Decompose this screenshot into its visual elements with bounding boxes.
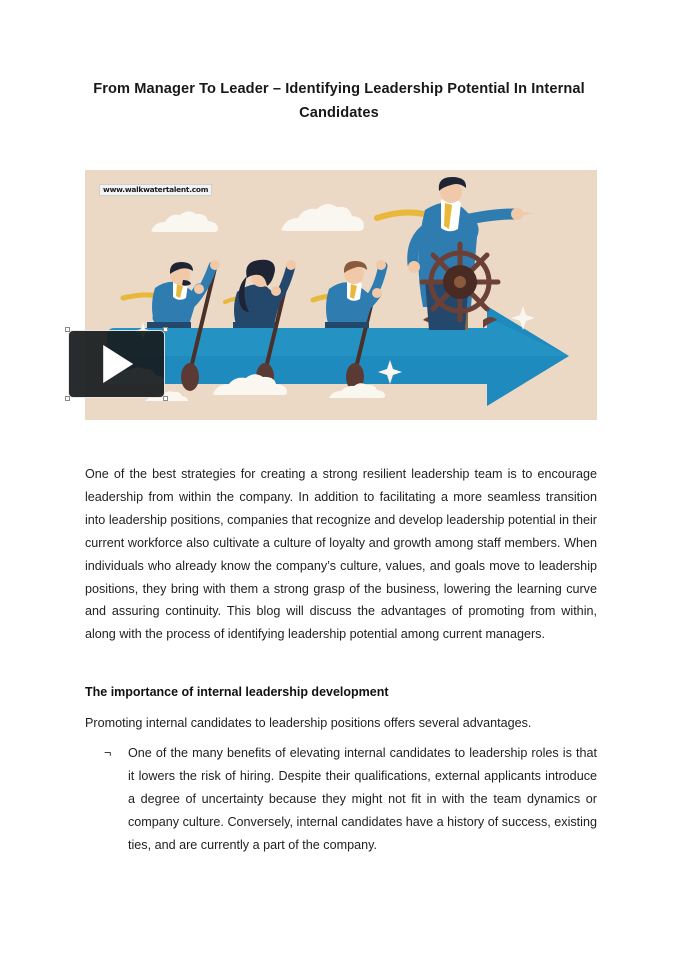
page-title: From Manager To Leader – Identifying Leadership Potential In Internal Candidates (93, 81, 585, 121)
selection-handle-top-left[interactable] (65, 327, 70, 332)
video-play-button[interactable] (68, 330, 165, 398)
lead-in-paragraph: Promoting internal candidates to leadership positions offers several advantages. (85, 716, 532, 730)
selection-handle-bottom-left[interactable] (65, 396, 70, 401)
play-triangle-icon (103, 345, 133, 383)
selection-handle-bottom-right[interactable] (163, 396, 168, 401)
bullet-marker-icon: ¬ (104, 746, 112, 760)
section-heading: The importance of internal leadership development (85, 685, 389, 699)
watermark-text: www.walkwatertalent.com (99, 184, 212, 196)
benefits-list (85, 742, 597, 857)
intro-paragraph: One of the best strategies for creating a strong resilient leadership team is to encourage leadership from within the company. In addition to facilitating a more seamless transition into leadership positions, companies that recognize and develop leadership potential in their current workforce also cultivate a culture of loyalty and growth among staff members. When individuals who already know the company’s culture, values, and goals move to leadership positions, they bring with them a strong grasp of the business, lowering the learning curve and assuring continuity. This blog will discuss the advantages of promoting from within, along with the process of identifying leadership potential among current managers. (85, 467, 597, 642)
article-figure (85, 170, 597, 420)
selection-handle-top-right[interactable] (163, 327, 168, 332)
list-item-text: One of the many benefits of elevating internal candidates to leadership roles is that it lowers the risk of hiring. Despite their qualifications, external applicants introduce a degree of uncertainty because they might not fit in with the team dynamics or company culture. Conversely, internal candidates have a history of success, existing ties, and are currently a part of the company. (128, 746, 597, 852)
list-item (85, 742, 597, 857)
